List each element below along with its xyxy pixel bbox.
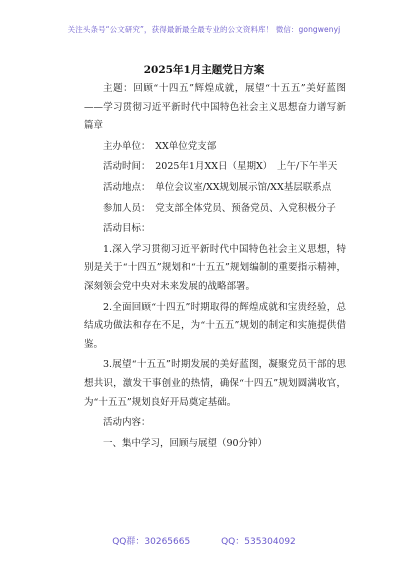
footer-qq-group: QQ群：30265665 — [112, 537, 191, 547]
paragraph-section-1: 一、集中学习，回顾与展望（90分钟） — [103, 437, 268, 449]
paragraph-goal-1: 1.深入学习贯彻习近平新时代中国特色社会主义思想，特别是关于“十四五”规划和“十五五”规划编制的重要指示精神，深刻领会党中央对未来发展的战略部署。 — [84, 243, 346, 292]
paragraph-theme: 主题：回顾“十四五”辉煌成就，展望“十五五”美好蓝图——学习贯彻习近平新时代中国特色社会主义思想奋力谱写新篇章 — [84, 83, 346, 132]
paragraph-goal-3: 3.展望“十五五”时期发展的美好蓝图，凝聚党员干部的思想共识，激发干事创业的热情，确保“十四五”规划圆满收官，为“十五五”规划良好开局奠定基础。 — [84, 359, 346, 408]
footer-contact — [0, 534, 408, 547]
paragraph-location: 活动地点： 单位会议室/XX规划展示馆/XX基层联系点 — [103, 181, 332, 193]
header-promo-note: 关注头条号“公文研究”，获得最新最全最专业的公文资料库！ 微信：gongwenyj — [67, 25, 341, 34]
paragraph-organizer: 主办单位： XX单位党支部 — [103, 140, 217, 152]
paragraph-goal-2: 2.全面回顾“十四五”时期取得的辉煌成就和宝贵经验，总结成功做法和存在不足，为“十五五”规划的制定和实施提供借鉴。 — [84, 301, 346, 350]
document-title: 2025年1月主题党日方案 — [143, 64, 265, 76]
paragraph-time: 活动时间： 2025年1月XX日（星期X） 上午/下午半天 — [103, 161, 338, 173]
paragraph-content-heading: 活动内容： — [103, 417, 151, 429]
footer-qq-number: QQ：535304092 — [221, 537, 296, 547]
paragraph-goals-heading: 活动目标： — [103, 223, 151, 235]
paragraph-participants: 参加人员： 党支部全体党员、预备党员、入党积极分子 — [103, 202, 336, 214]
document-body — [84, 80, 346, 455]
